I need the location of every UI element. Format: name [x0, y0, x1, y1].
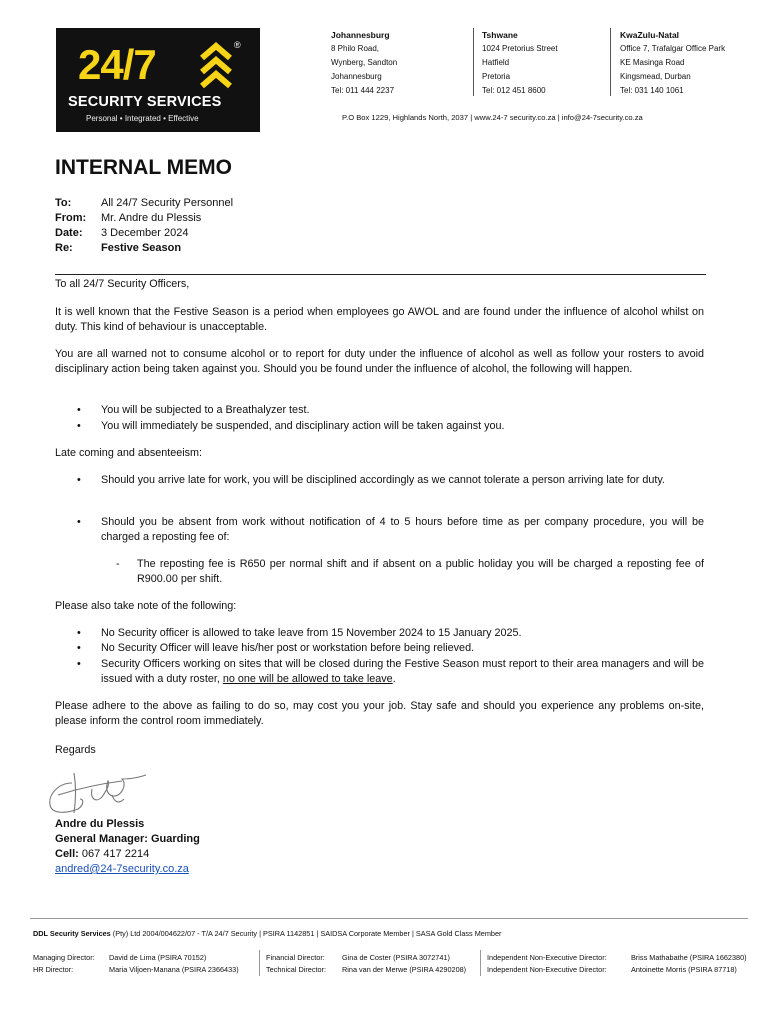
list-item-text: You will immediately be suspended, and disciplinary action will be taken against you.: [101, 420, 505, 432]
section-heading-note: Please also take note of the following:: [55, 600, 237, 612]
dash-marker: -: [116, 558, 120, 570]
footer-divider: [30, 918, 748, 919]
office-line: Johannesburg: [331, 72, 382, 81]
office-line: 1024 Pretorius Street: [482, 44, 558, 53]
sub-list-item-text: The reposting fee is R650 per normal shift and if absent on a public holiday you will be charged a reposting fee of R900.00 per shift.: [137, 558, 704, 585]
office-tshwane: [482, 28, 558, 98]
office-johannesburg: [331, 28, 397, 98]
list-item: [55, 419, 704, 434]
list-item-text: No Security officer is allowed to take leave from 15 November 2024 to 15 January 2025.: [101, 627, 522, 639]
bullet-icon: •: [77, 627, 81, 639]
office-line: 8 Philo Road,: [331, 44, 380, 53]
paragraph-awol: It is well known that the Festive Season is a period when employees go AWOL and are found under the influence of alcohol whilst on duty. This kind of behaviour is unacceptable.: [55, 306, 704, 333]
footer-directors-col1: [33, 952, 239, 976]
list-item: [55, 473, 704, 488]
greeting: To all 24/7 Security Officers,: [55, 278, 190, 290]
list-item-text: [101, 657, 704, 687]
footer-company-name: DDL Security Services: [33, 929, 111, 938]
office-line: KE Masinga Road: [620, 58, 685, 67]
memo-title: INTERNAL MEMO: [55, 156, 232, 179]
list-item: [55, 657, 704, 687]
signer-title: General Manager: Guarding: [55, 833, 200, 845]
date-label: Date:: [55, 227, 83, 239]
director-name: Gina de Coster (PSIRA 3072741): [342, 953, 450, 962]
office-line: Kingsmead, Durban: [620, 72, 691, 81]
director-name: Maria Viljoen-Manana (PSIRA 2366433): [109, 965, 239, 974]
list-item-text: No Security Officer will leave his/her post or workstation before being relieved.: [101, 642, 475, 654]
list-item-text-start: Security Officers working on sites that will be closed during the Festive Season must report to their area managers and will be issued with a duty roster,: [101, 658, 704, 685]
list-item-text: Should you arrive late for work, you will be disciplined accordingly as we cannot tolerate a person arriving late for duty.: [101, 474, 665, 486]
director-role: Managing Director:: [33, 953, 95, 962]
office-line: Office 7, Trafalgar Office Park: [620, 44, 726, 53]
director-name: Antoinette Morris (PSIRA 87718): [631, 965, 737, 974]
signer-name: Andre du Plessis: [55, 818, 145, 830]
director-role: Technical Director:: [266, 965, 327, 974]
list-item: [55, 515, 704, 545]
company-logo: [56, 28, 260, 132]
office-phone: Tel: 031 140 1061: [620, 86, 684, 95]
bullet-icon: •: [77, 474, 81, 486]
logo-name: SECURITY SERVICES: [68, 94, 222, 110]
office-phone: Tel: 011 444 2237: [331, 86, 395, 95]
office-kwazulu-natal: [620, 28, 725, 98]
header-divider: [55, 274, 706, 275]
chevron-up-icon: [196, 40, 236, 90]
registered-mark: ®: [234, 40, 241, 50]
bullet-icon: •: [77, 420, 81, 432]
bullet-icon: •: [77, 658, 81, 670]
to-label: To:: [55, 197, 72, 209]
director-role: Independent Non-Executive Director:: [487, 953, 607, 962]
bullet-icon: •: [77, 516, 81, 528]
office-name: KwaZulu-Natal: [620, 30, 680, 40]
logo-tagline: Personal • Integrated • Effective: [86, 114, 199, 123]
office-name: Tshwane: [482, 30, 518, 40]
signature-image: [44, 765, 154, 821]
re-label: Re:: [55, 242, 73, 254]
director-name: David de Lima (PSIRA 70152): [109, 953, 207, 962]
underlined-text: no one will be allowed to take leave: [222, 673, 393, 685]
cell-label: Cell:: [55, 848, 79, 860]
date-value: 3 December 2024: [101, 227, 189, 239]
office-divider: [610, 28, 611, 96]
list-item: [55, 641, 704, 656]
from-value: Mr. Andre du Plessis: [101, 212, 202, 224]
logo-mark: 24/7: [78, 41, 156, 88]
re-value: Festive Season: [101, 242, 182, 254]
list-item-text-end: .: [392, 673, 396, 685]
footer-company-details: (Pty) Ltd 2004/004622/07 - T/A 24/7 Security | PSIRA 1142851 | SAIDSA Corporate Member | SASA Gold Class Member: [110, 929, 502, 938]
email-link[interactable]: andred@24-7security.co.za: [55, 863, 189, 875]
office-line: Pretoria: [482, 72, 511, 81]
list-item-text: You will be subjected to a Breathalyzer test.: [101, 404, 310, 416]
bullet-icon: •: [77, 404, 81, 416]
memo-meta: [55, 196, 233, 256]
office-divider: [473, 28, 474, 96]
footer-separator: [259, 950, 260, 976]
office-line: Hatfield: [482, 58, 510, 67]
signer-block: [55, 817, 200, 877]
list-item: [55, 626, 704, 641]
director-role: HR Director:: [33, 965, 74, 974]
list-item-text: Should you be absent from work without notification of 4 to 5 hours before time as per company procedure, you will be charged a reposting fee of:: [101, 516, 704, 543]
footer-directors-col3: [487, 952, 747, 976]
section-heading-late: Late coming and absenteeism:: [55, 447, 203, 459]
paragraph-warning: You are all warned not to consume alcohol or to report for duty under the influence of alcohol as well as follow your rosters to avoid disciplinary action being taken against you. Should you be found under the influence of alcohol, the following will happen.: [55, 348, 704, 375]
sub-list-item: [116, 557, 704, 587]
footer-directors-col2: [266, 952, 466, 976]
from-label: From:: [55, 212, 87, 224]
footer-company-line: [33, 929, 501, 938]
office-line: Wynberg, Sandton: [331, 58, 398, 67]
director-name: Rina van der Merwe (PSIRA 4290208): [342, 965, 467, 974]
list-item: [55, 403, 704, 418]
bullet-icon: •: [77, 642, 81, 654]
director-role: Financial Director:: [266, 953, 325, 962]
cell-number: 067 417 2214: [81, 848, 150, 860]
regards-text: Regards: [55, 744, 96, 756]
footer-separator: [480, 950, 481, 976]
to-value: All 24/7 Security Personnel: [101, 197, 234, 209]
director-name: Briss Mathabathe (PSIRA 1662380): [631, 953, 747, 962]
office-name: Johannesburg: [331, 30, 390, 40]
director-role: Independent Non-Executive Director:: [487, 965, 607, 974]
paragraph-closing: Please adhere to the above as failing to do so, may cost you your job. Stay safe and should you experience any problems on-site, please inform the control room immediately.: [55, 700, 704, 727]
contact-line: P.O Box 1229, Highlands North, 2037 | www.24-7 security.co.za | info@24-7security.co.za: [342, 113, 643, 122]
office-phone: Tel: 012 451 8600: [482, 86, 546, 95]
